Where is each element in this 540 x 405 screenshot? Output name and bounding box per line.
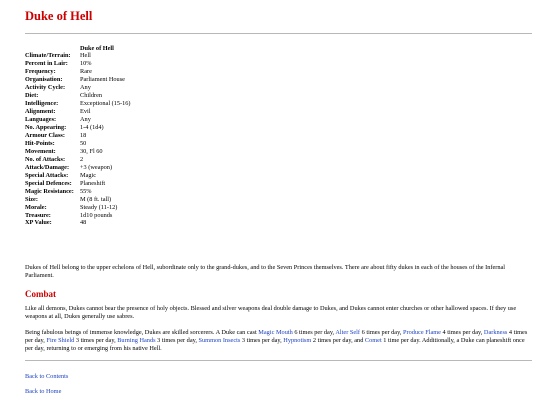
spell-link-darkness[interactable]: Darkness xyxy=(483,329,508,336)
stats-row xyxy=(25,148,131,156)
stat-value: 48 xyxy=(80,219,87,227)
stat-label: Activity Cycle: xyxy=(25,84,66,92)
stat-label: XP Value: xyxy=(25,219,52,227)
spell-link-comet[interactable]: Comet xyxy=(364,337,382,344)
stat-label: Percent in Lair: xyxy=(25,60,68,68)
stats-row xyxy=(25,76,131,84)
page-title: Duke of Hell xyxy=(25,9,93,23)
stat-label: Armour Class: xyxy=(25,131,65,139)
stats-row xyxy=(25,132,131,140)
stat-value: Steady (11-12) xyxy=(80,203,118,211)
stat-value: Parliament House xyxy=(80,76,125,84)
stat-label: Special Defences: xyxy=(25,179,72,187)
stat-value: Hell xyxy=(80,52,91,60)
combat-paragraph-2 xyxy=(25,329,532,353)
spell-link-produce-flame[interactable]: Produce Flame xyxy=(403,329,441,336)
stat-value: 1-4 (1d4) xyxy=(80,124,104,132)
stat-label: Climate/Terrain: xyxy=(25,52,71,60)
text-span: Being fabulous beings of immense knowledge, Dukes are skilled sorcerers. A Duke can cast xyxy=(25,329,259,336)
stat-label: Hit-Points: xyxy=(25,139,55,147)
stat-value: 50 xyxy=(80,139,87,147)
stat-label: No. of Attacks: xyxy=(25,155,66,163)
spell-link-alter-self[interactable]: Alter Self xyxy=(335,329,361,336)
stat-value: 1d10 pounds xyxy=(80,211,113,219)
stat-label: Treasure: xyxy=(25,211,51,219)
combat-paragraph-1: Like all demons, Dukes cannot bear the presence of holy objects. Blessed and silver weapons deal double damage to Dukes, and Dukes cannot enter churches or other hallowed spaces. If they use weapons at all, Dukes generally use sabres. xyxy=(25,305,517,320)
text-span: 4 times per day, xyxy=(440,329,484,336)
footer-nav xyxy=(25,373,68,381)
stats-row xyxy=(25,108,131,116)
stat-value: Magic xyxy=(80,171,97,179)
text-span: 2 times per day, and xyxy=(311,337,365,344)
stat-value: +3 (weapon) xyxy=(80,163,113,171)
stat-value: 10% xyxy=(80,60,92,68)
stats-row xyxy=(25,219,131,227)
bottom-divider xyxy=(25,360,532,361)
stat-value: Planeshift xyxy=(80,179,106,187)
stats-row xyxy=(25,156,131,164)
stats-row xyxy=(25,116,131,124)
stat-value: 18 xyxy=(80,131,87,139)
intro-paragraph: Dukes of Hell belong to the upper echelons of Hell, subordinate only to the grand-dukes, and to the Seven Princes themselves. There are about fifty dukes in each of the houses of the Infernal Parliament. xyxy=(25,264,506,279)
stat-label: Languages: xyxy=(25,116,57,124)
stat-label: Intelligence: xyxy=(25,100,59,108)
stat-label: Frequency: xyxy=(25,68,56,76)
top-divider xyxy=(25,33,532,34)
stat-value: Exceptional (15-16) xyxy=(80,100,131,108)
back-to-contents-link[interactable]: Back to Contents xyxy=(25,373,69,380)
stats-row xyxy=(25,180,131,188)
stat-value: Any xyxy=(80,84,91,92)
stats-row xyxy=(25,92,131,100)
stats-row xyxy=(25,204,131,212)
stats-body xyxy=(25,52,131,227)
stat-value: 2 xyxy=(80,155,84,163)
text-span: 3 times per day, xyxy=(74,337,118,344)
stat-value: 55% xyxy=(80,187,92,195)
stat-label: Size: xyxy=(25,195,38,203)
stat-label: Movement: xyxy=(25,147,56,155)
stats-row xyxy=(25,212,131,220)
text-span: 3 times per day, xyxy=(155,337,199,344)
stats-table-header: Duke of Hell xyxy=(80,44,114,52)
stats-row xyxy=(25,140,131,148)
stat-value: Any xyxy=(80,116,91,124)
stats-row xyxy=(25,52,131,60)
stats-row xyxy=(25,196,131,204)
stat-label: Magic Resistance: xyxy=(25,187,74,195)
text-span: 3 times per day, xyxy=(240,337,284,344)
stat-label: Morale: xyxy=(25,203,47,211)
stat-value: Children xyxy=(80,92,103,100)
stats-row xyxy=(25,172,131,180)
spell-link-hypnotism[interactable]: Hypnotism xyxy=(283,337,312,344)
footer-nav xyxy=(25,388,61,396)
stats-row xyxy=(25,60,131,68)
stat-value: 30, Fl 60 xyxy=(80,147,103,155)
stat-label: Attack/Damage: xyxy=(25,163,70,171)
stat-value: M (8 ft. tall) xyxy=(80,195,112,203)
stats-table xyxy=(25,45,131,228)
spell-link-magic-mouth[interactable]: Magic Mouth xyxy=(258,329,293,336)
back-to-home-link[interactable]: Back to Home xyxy=(25,388,62,395)
stat-label: Special Attacks: xyxy=(25,171,69,179)
stats-row xyxy=(25,188,131,196)
stat-label: Organisation: xyxy=(25,76,63,84)
stats-row xyxy=(25,124,131,132)
stats-row xyxy=(25,164,131,172)
stat-label: Diet: xyxy=(25,92,39,100)
stat-value: Rare xyxy=(80,68,92,76)
stats-row xyxy=(25,100,131,108)
stats-row xyxy=(25,84,131,92)
text-span: 6 times per day, xyxy=(292,329,336,336)
spell-link-burning-hands[interactable]: Burning Hands xyxy=(117,337,156,344)
spell-link-fire-shield[interactable]: Fire Shield xyxy=(46,337,75,344)
stat-value: Evil xyxy=(80,108,91,116)
spell-link-summon-insects[interactable]: Summon Insects xyxy=(198,337,241,344)
text-span: 4 times per day, xyxy=(25,329,528,344)
stats-row xyxy=(25,68,131,76)
stat-label: Alignment: xyxy=(25,108,56,116)
combat-heading: Combat xyxy=(25,289,56,299)
stat-label: No. Appearing: xyxy=(25,124,67,132)
text-span: 1 time per day. Additionally, a Duke can planeshift once per day, returning to or emerging from his native Hell. xyxy=(25,337,525,352)
text-span: 6 times per day, xyxy=(360,329,403,336)
